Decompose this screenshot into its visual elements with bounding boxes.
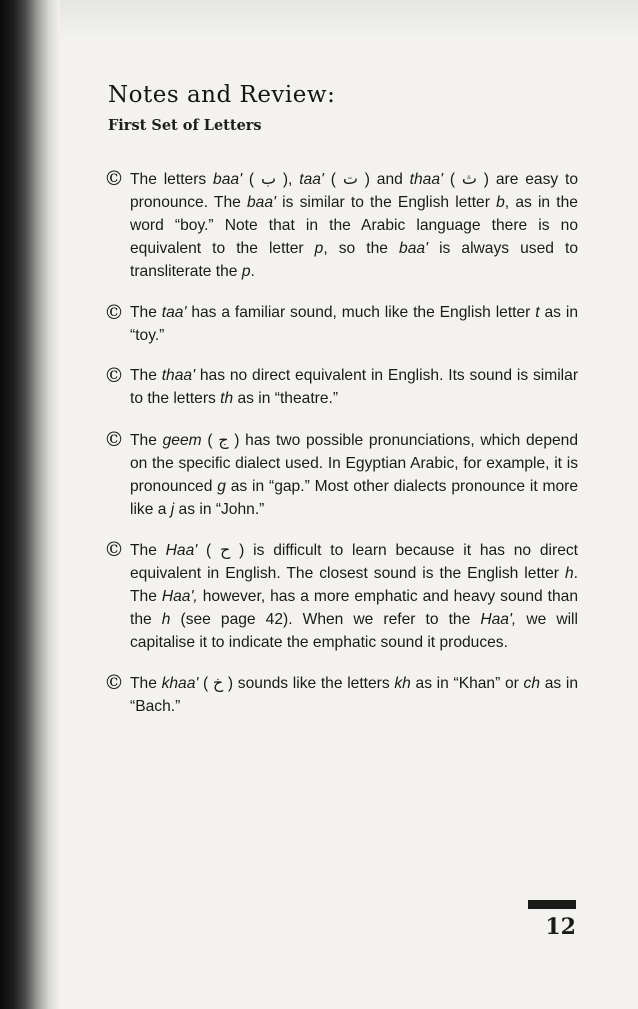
note-text: ) are easy to pronounce. The — [130, 171, 579, 211]
term-baa: baa' — [247, 194, 276, 211]
note-text: , as in the word “boy.” Note that in the Arabic language there is no equivalent to the letter — [130, 194, 578, 257]
note-text: The — [130, 675, 162, 692]
note-text: The — [130, 432, 163, 449]
term-thaa: thaa' — [409, 171, 443, 188]
bullet-icon: © — [104, 300, 124, 324]
bullet-icon: © — [104, 166, 124, 190]
note-geem — [104, 428, 578, 521]
note-text: ) is difficult to learn because it has no direct equivalent in English. The closest sound is the English letter — [130, 542, 579, 582]
note-text: , so the — [323, 240, 400, 257]
note-text: we will capitalise it to indicate the emphatic sound it produces. — [130, 611, 578, 651]
term-taa: taa' — [299, 171, 324, 188]
term-haa: Haa' — [165, 542, 198, 559]
notes-list — [104, 167, 578, 718]
note-text: as in “toy.” — [130, 304, 579, 344]
term-geem: geem — [162, 432, 202, 449]
term-letter: h — [564, 565, 574, 582]
note-text: ( — [197, 542, 221, 559]
note-taa — [104, 301, 578, 347]
page-top-shading — [60, 0, 638, 40]
book-binding-shadow — [0, 0, 60, 1009]
note-text: . — [250, 263, 255, 280]
note-text: as in “gap.” Most other dialects pronounce it more like a — [130, 478, 579, 518]
note-text: is similar to the English letter — [276, 194, 497, 211]
page-number: 12 — [545, 914, 576, 940]
bullet-icon: © — [104, 363, 124, 387]
term-baa: baa' — [399, 240, 429, 257]
note-text: ( — [201, 432, 219, 449]
term-letter: h — [161, 611, 171, 628]
note-text: as in “John.” — [174, 501, 265, 518]
note-haa — [104, 538, 578, 654]
arabic-letter-geem: ج — [218, 430, 229, 449]
note-text: ), — [276, 171, 300, 188]
arabic-letter-thaa: ث — [461, 169, 477, 188]
term-letter: t — [535, 304, 540, 321]
term-haa: Haa', — [161, 588, 198, 605]
term-letter: g — [217, 478, 226, 495]
note-text: ( — [442, 171, 462, 188]
term-letter: kh — [394, 675, 411, 692]
term-baa: baa' — [213, 171, 243, 188]
note-text: as in “Bach.” — [130, 675, 578, 715]
term-letter: p — [314, 240, 324, 257]
note-baa-taa-thaa — [104, 167, 578, 283]
note-text: The — [130, 304, 162, 321]
arabic-letter-baa: ب — [260, 169, 277, 188]
note-thaa — [104, 364, 578, 410]
note-text: ) and — [357, 171, 410, 188]
term-letter: p — [241, 263, 251, 280]
note-khaa — [104, 671, 578, 718]
arabic-letter-khaa: خ — [212, 673, 224, 692]
note-text: as in “Khan” or — [410, 675, 524, 692]
term-letter: th — [220, 390, 234, 407]
arabic-letter-taa: ت — [342, 169, 358, 188]
term-letter: b — [496, 194, 505, 211]
note-text: however, has a more emphatic and heavy sound than the — [130, 588, 578, 628]
note-text: ( — [198, 675, 213, 692]
page-title: Notes and Review: — [108, 82, 336, 108]
note-text: ) has two possible pronunciations, which depend on the specific dialect used. In Egyptian Arabic, for example, it is pronounced — [130, 432, 579, 495]
note-text: ( — [323, 171, 343, 188]
note-text: . The — [130, 565, 578, 605]
note-text: has a familiar sound, much like the English letter — [186, 304, 536, 321]
note-text: ( — [242, 171, 261, 188]
note-text: The letters — [130, 171, 214, 188]
page-number-bar — [528, 900, 576, 909]
note-text: as in “theatre.” — [233, 390, 339, 407]
term-haa: Haa', — [480, 611, 517, 628]
note-text: (see page 42). When we refer to the — [170, 611, 481, 628]
page-subtitle: First Set of Letters — [108, 117, 262, 134]
bullet-icon: © — [104, 427, 124, 451]
note-text: The — [130, 367, 162, 384]
term-letter: ch — [523, 675, 541, 692]
arabic-letter-haa: ح — [220, 540, 231, 559]
note-text: has no direct equivalent in English. Its sound is similar to the letters — [130, 367, 579, 407]
term-thaa: thaa' — [161, 367, 196, 384]
note-text: ) sounds like the letters — [223, 675, 395, 692]
note-text: The — [130, 542, 166, 559]
note-text: is always used to transliterate the — [130, 240, 578, 280]
bullet-icon: © — [104, 670, 124, 694]
bullet-icon: © — [104, 537, 124, 561]
term-letter: j — [170, 501, 175, 518]
term-taa: taa' — [161, 304, 187, 321]
term-khaa: khaa' — [161, 675, 199, 692]
